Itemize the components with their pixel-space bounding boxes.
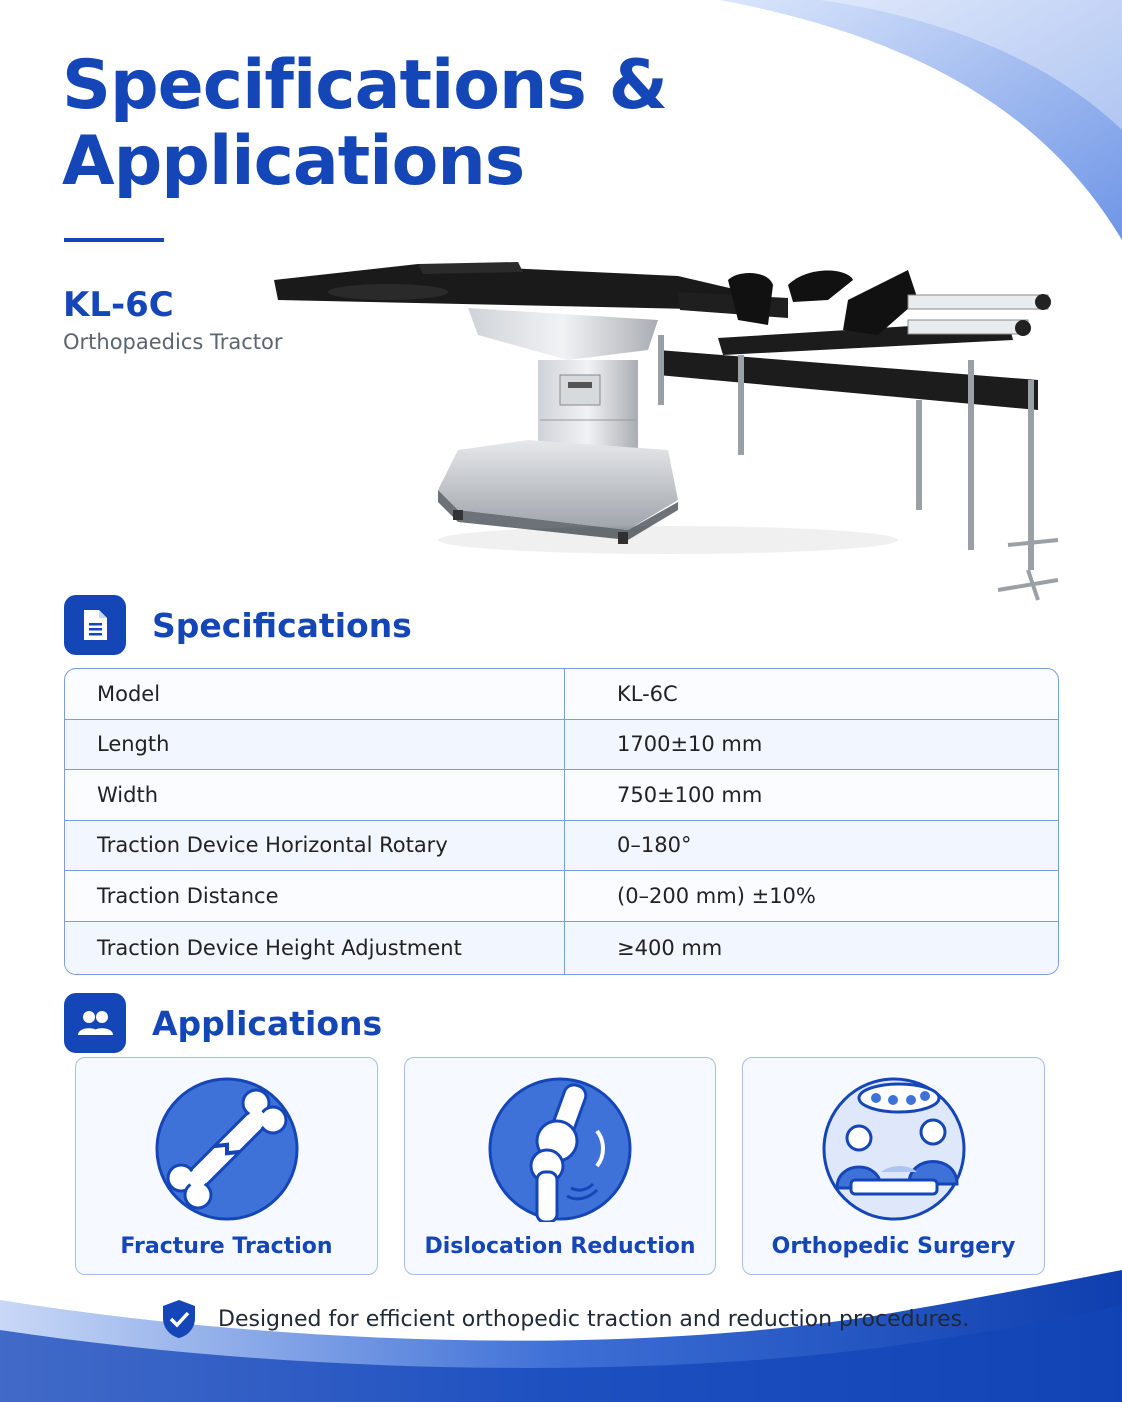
card-label: Dislocation Reduction	[424, 1234, 696, 1259]
product-subtitle: Orthopaedics Tractor	[63, 330, 283, 354]
application-card-fracture-traction	[75, 1057, 378, 1275]
title-line-1: Specifications &	[62, 46, 667, 125]
spec-value: 1700±10 mm	[617, 732, 763, 757]
footer	[160, 1298, 969, 1340]
users-icon	[64, 993, 126, 1053]
applications-title: Applications	[152, 1003, 383, 1043]
spec-value: KL-6C	[617, 681, 678, 706]
spec-label: Length	[65, 720, 565, 770]
page-title	[62, 48, 667, 200]
title-underline	[64, 238, 164, 242]
table-row	[65, 871, 1058, 922]
spec-label: Width	[65, 770, 565, 820]
card-label: Orthopedic Surgery	[771, 1234, 1016, 1259]
table-row	[65, 821, 1058, 872]
specifications-header	[64, 595, 412, 655]
spec-value: (0–200 mm) ±10%	[617, 883, 816, 908]
application-card-dislocation-reduction	[404, 1057, 716, 1275]
table-row	[65, 770, 1058, 821]
table-row	[65, 669, 1058, 720]
shield-check-icon	[160, 1298, 198, 1340]
surgeons-icon	[821, 1076, 967, 1222]
table-row	[65, 922, 1058, 974]
spec-value: 750±100 mm	[617, 782, 763, 807]
spec-value: 0–180°	[617, 833, 692, 858]
spec-table	[64, 668, 1059, 975]
applications-header	[64, 993, 382, 1053]
spec-value: ≥400 mm	[617, 935, 723, 960]
title-line-2: Applications	[62, 122, 525, 201]
table-row	[65, 720, 1058, 771]
spec-label: Traction Distance	[65, 871, 565, 921]
model-name: KL-6C	[63, 285, 174, 325]
application-card-orthopedic-surgery	[742, 1057, 1045, 1275]
card-label: Fracture Traction	[120, 1234, 333, 1259]
joint-dislocation-icon	[487, 1076, 633, 1222]
product-image	[268, 240, 1068, 620]
footer-text: Designed for efficient orthopedic traction and reduction procedures.	[218, 1306, 970, 1332]
spec-label: Traction Device Height Adjustment	[65, 922, 565, 974]
specifications-title: Specifications	[152, 605, 412, 645]
document-icon	[64, 595, 126, 655]
fractured-bone-icon	[154, 1076, 300, 1222]
spec-label: Traction Device Horizontal Rotary	[65, 821, 565, 871]
spec-label: Model	[65, 669, 565, 719]
